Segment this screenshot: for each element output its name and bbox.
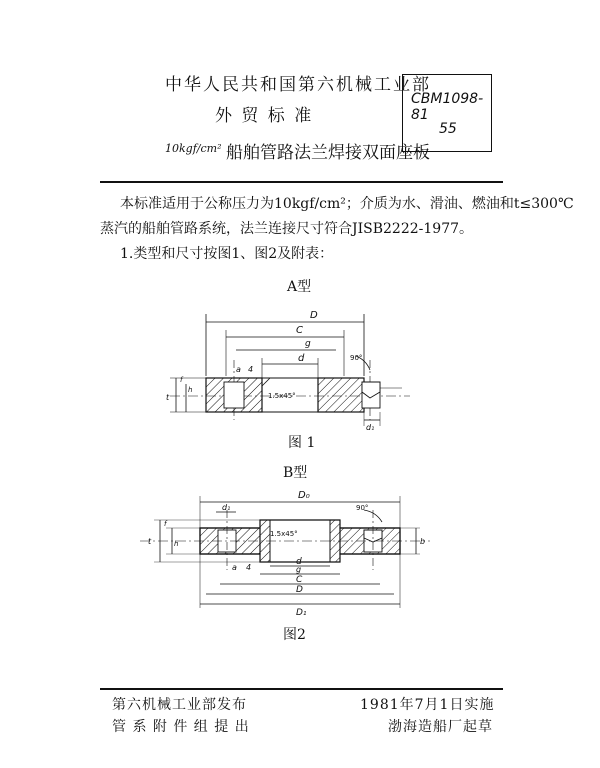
fig1-dim-a: a — [236, 365, 241, 374]
fig2-dim-g: g — [296, 565, 302, 574]
type-b-label: B型 — [283, 465, 308, 481]
standard-type: 外 贸 标 准 — [215, 106, 314, 126]
fig2-dim-4: 4 — [246, 563, 252, 572]
fig1-dim-f: f — [180, 376, 183, 384]
fig2-chamfer: 1.5x45° — [270, 530, 298, 538]
footer-proposer: 管 系 附 件 组 提 出 — [112, 719, 250, 735]
fig2-dim-h: h — [174, 540, 179, 548]
title-pressure: 10kgf/cm² — [165, 142, 222, 155]
figure-2-drawing — [120, 480, 450, 620]
fig2-dim-D0: D₀ — [298, 490, 310, 501]
fig1-dim-4: 4 — [248, 365, 254, 374]
footer-drafter: 渤海造船厂起草 — [388, 719, 493, 735]
fig1-dim-C: C — [296, 325, 303, 336]
document-title: 船舶管路法兰焊接双面座板 — [226, 143, 430, 163]
fig2-dim-f: f — [164, 520, 167, 528]
type-a-label: A型 — [287, 279, 312, 295]
fig2-dim-D: D — [296, 585, 303, 595]
fig1-dim-D: D — [310, 310, 318, 321]
fig1-dim-d1: d₁ — [366, 423, 375, 432]
page-number: 55 — [439, 121, 457, 137]
fig1-dim-h: h — [188, 386, 193, 394]
footer-rule — [100, 688, 503, 690]
ministry-name: 中华人民共和国第六机械工业部 — [165, 75, 431, 95]
scope-line-2: 蒸汽的船舶管路系统，法兰连接尺寸符合JISB2222-1977。 — [100, 221, 474, 237]
figure-1-caption: 图 1 — [288, 435, 316, 451]
footer-effective-date: 1981年7月1日实施 — [360, 697, 495, 713]
fig2-dim-b: b — [420, 537, 426, 546]
standard-code: CBM1098-81 — [411, 91, 484, 123]
header-rule — [100, 181, 503, 183]
fig1-chamfer: 1.5x45° — [268, 392, 296, 400]
figure-2-caption: 图2 — [283, 627, 306, 643]
fig2-dim-d: d — [296, 557, 302, 567]
fig1-dim-g: g — [305, 339, 311, 349]
clause-1: 1.类型和尺寸按图1、图2及附表： — [120, 246, 334, 262]
fig1-angle: 90° — [350, 354, 363, 362]
fig2-dim-C: C — [296, 575, 303, 585]
fig2-dim-t: t — [148, 537, 152, 546]
footer-issuer: 第六机械工业部发布 — [112, 697, 247, 713]
fig1-dim-t: t — [166, 393, 170, 402]
standard-code-box — [402, 74, 492, 152]
figure-1-drawing — [140, 300, 430, 450]
scope-line-1: 本标准适用于公称压力为10kgf/cm²；介质为水、滑油、燃油和t≤300℃ — [120, 196, 574, 212]
fig1-dim-d: d — [298, 353, 305, 364]
fig2-angle: 90° — [356, 504, 369, 512]
fig2-dim-d1: d₁ — [222, 503, 231, 512]
fig2-dim-D1: D₁ — [296, 608, 307, 618]
fig2-dim-a: a — [232, 563, 237, 572]
